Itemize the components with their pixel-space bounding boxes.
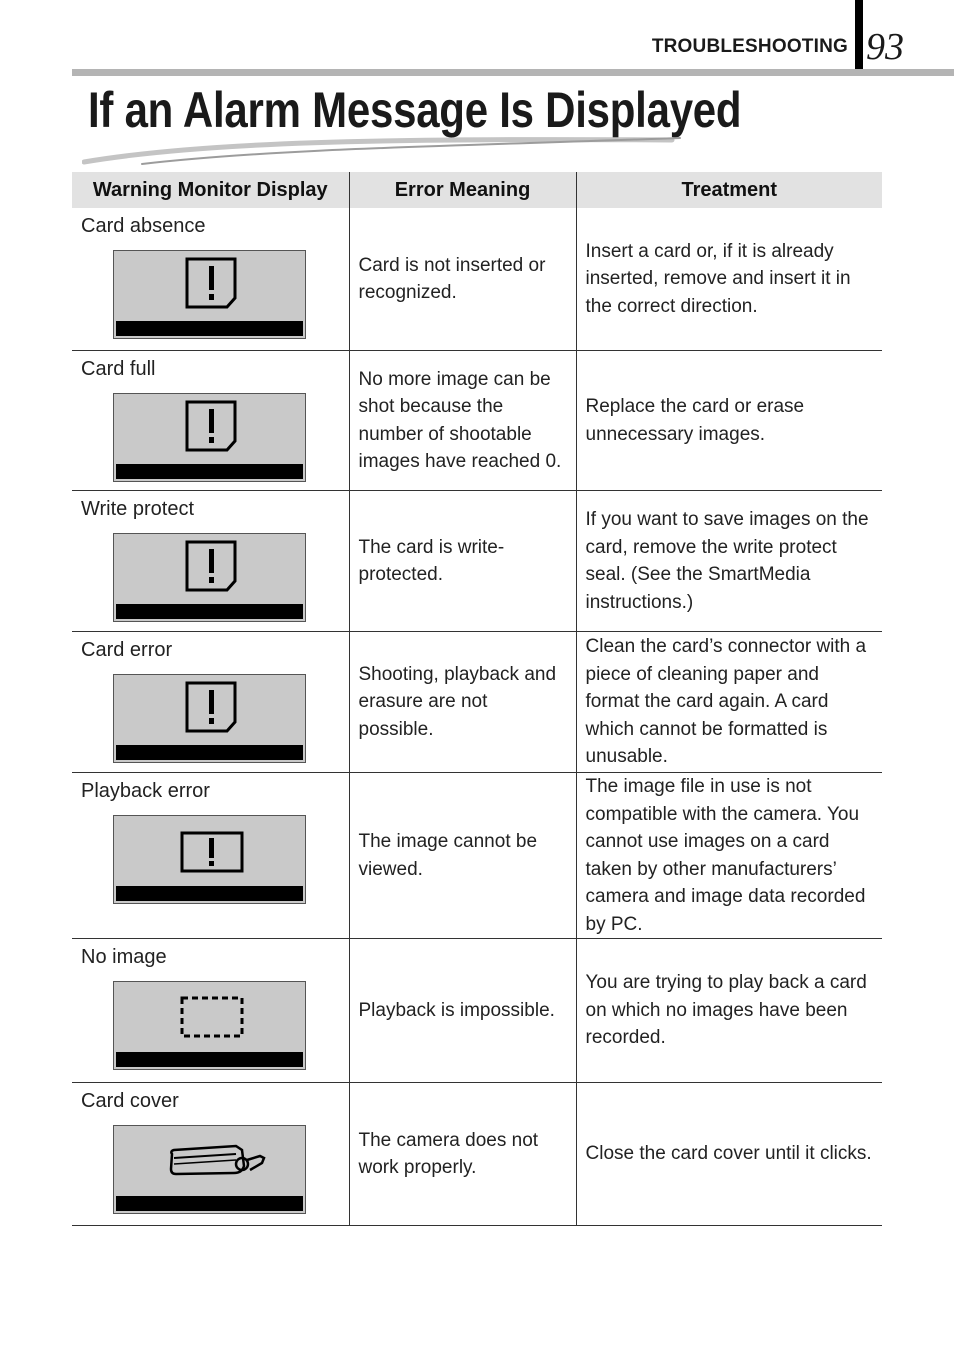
meaning-cell: The image cannot be viewed. xyxy=(349,773,576,939)
display-label: No image xyxy=(81,946,167,968)
monitor-display xyxy=(113,250,306,339)
display-cell xyxy=(72,1083,349,1226)
display-strip xyxy=(116,1196,303,1211)
header-bar xyxy=(855,0,863,74)
meaning-cell: The camera does not work properly. xyxy=(349,1083,576,1226)
treatment-cell: Replace the card or erase unnecessary images. xyxy=(576,351,882,491)
display-strip xyxy=(116,464,303,479)
table-row xyxy=(72,351,882,491)
page-title: If an Alarm Message Is Displayed xyxy=(88,82,742,138)
display-label: Card full xyxy=(81,358,156,380)
display-strip xyxy=(116,321,303,336)
monitor-display xyxy=(113,393,306,482)
header-rule xyxy=(72,69,954,76)
alarm-table xyxy=(72,172,882,1226)
table-row xyxy=(72,773,882,939)
table-header-row xyxy=(72,172,882,208)
display-cell xyxy=(72,208,349,351)
display-label: Card cover xyxy=(81,1090,179,1112)
meaning-cell: Shooting, playback and erasure are not possible. xyxy=(349,632,576,773)
table-row xyxy=(72,939,882,1083)
table-row xyxy=(72,1083,882,1226)
table-row xyxy=(72,208,882,351)
display-cell xyxy=(72,351,349,491)
monitor-display xyxy=(113,674,306,763)
treatment-cell: You are trying to play back a card on which no images have been recorded. xyxy=(576,939,882,1083)
display-label: Write protect xyxy=(81,498,194,520)
treatment-cell: Clean the card’s connector with a piece of cleaning paper and format the card again. A card which cannot be formatted is unusable. xyxy=(576,632,882,773)
monitor-display xyxy=(113,533,306,622)
column-header-display: Warning Monitor Display xyxy=(72,172,349,208)
meaning-cell: No more image can be shot because the number of shootable images have reached 0. xyxy=(349,351,576,491)
monitor-display xyxy=(113,1125,306,1214)
column-header-meaning: Error Meaning xyxy=(349,172,576,208)
treatment-cell: The image file in use is not compatible with the camera. You cannot use images on a card taken by other manufacturers’ camera and image data recorded by PC. xyxy=(576,773,882,939)
display-label: Playback error xyxy=(81,780,210,802)
display-strip xyxy=(116,1052,303,1067)
display-strip xyxy=(116,886,303,901)
display-label: Card absence xyxy=(81,215,206,237)
treatment-cell: If you want to save images on the card, remove the write protect seal. (See the SmartMedia instructions.) xyxy=(576,491,882,632)
table-row xyxy=(72,632,882,773)
section-label: TROUBLESHOOTING xyxy=(651,36,848,57)
monitor-display xyxy=(113,981,306,1070)
meaning-cell: The card is write-protected. xyxy=(349,491,576,632)
meaning-cell: Card is not inserted or recognized. xyxy=(349,208,576,351)
treatment-cell: Close the card cover until it clicks. xyxy=(576,1083,882,1226)
meaning-cell: Playback is impossible. xyxy=(349,939,576,1083)
title-swoosh xyxy=(82,130,682,170)
treatment-cell: Insert a card or, if it is already inserted, remove and insert it in the correct direction. xyxy=(576,208,882,351)
page-number: 93 xyxy=(866,26,904,68)
display-cell xyxy=(72,632,349,773)
table-row xyxy=(72,491,882,632)
display-label: Card error xyxy=(81,639,173,661)
display-strip xyxy=(116,745,303,760)
display-cell xyxy=(72,939,349,1083)
display-cell xyxy=(72,491,349,632)
display-strip xyxy=(116,604,303,619)
monitor-display xyxy=(113,815,306,904)
display-cell xyxy=(72,773,349,939)
column-header-treatment: Treatment xyxy=(576,172,882,208)
